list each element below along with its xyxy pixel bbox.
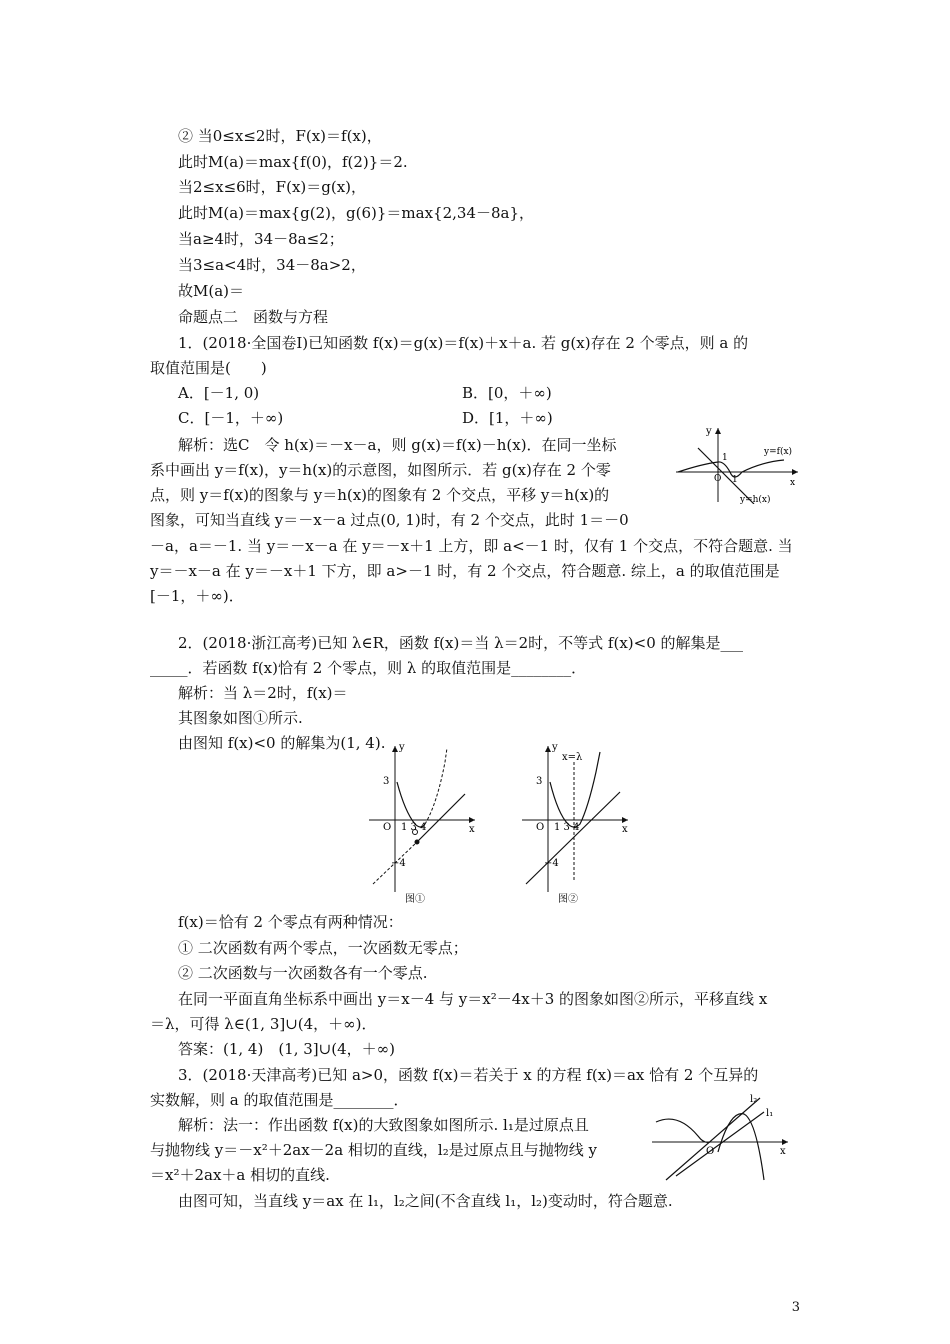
fig-label: x [780,1146,786,1157]
solution-line: 与抛物线 y＝－x²＋2ax－2a 相切的直线，l₂是过原点且与抛物线 y [150,1141,597,1159]
fig-label: l₂ [750,1094,758,1105]
figure-1 [365,742,480,907]
text-line: f(x)＝恰有 2 个零点有两种情况： [178,913,403,931]
fig-label: O [706,1146,715,1157]
problem-2: 2．(2018·浙江高考)已知 λ∈R，函数 f(x)＝当 λ＝2时，不等式 f(x)<0 的解集是___ [178,634,744,652]
figure-f-h [672,424,802,504]
fig-label: x [622,824,628,835]
solution-line: 解析：当 λ＝2时，f(x)＝ [178,684,348,702]
option-a: A．[－1, 0) [178,384,260,402]
solution-line: 由图知 f(x)<0 的解集为(1, 4). [178,734,386,752]
fig-label: 1 3 4 [401,822,427,833]
option-d: D．[1，＋∞) [462,409,553,427]
figure-caption: 图① [405,894,425,905]
text-line: ② 当0≤x≤2时，F(x)＝f(x)， [178,127,382,145]
text-line: 实数解，则 a 的取值范围是________． [150,1091,409,1109]
solution-line: [－1，＋∞)． [150,587,244,605]
fig-label: −4 [544,858,559,869]
solution-line: 系中画出 y＝f(x)，y＝h(x)的示意图，如图所示．若 g(x)存在 2 个零 [150,461,611,479]
text-line: 故M(a)＝ [178,282,245,300]
text-line: 此时M(a)＝max{g(2)，g(6)}＝max{2,34－8a}， [178,204,535,222]
fig-label: 3 [536,776,543,787]
text-line: 此时M(a)＝max{f(0)，f(2)}＝2. [178,153,408,171]
solution-line: 点，则 y＝f(x)的图象与 y＝h(x)的图象有 2 个交点，平移 y＝h(x)的 [150,486,610,504]
solution-line: ＝x²＋2ax＋a 相切的直线. [150,1166,330,1184]
text-line: ＝λ，可得 λ∈(1, 3]∪(4，＋∞)． [150,1015,377,1033]
fig-label: x [790,478,796,488]
fig-label: x=λ [562,752,583,763]
text-line: 当3≤a<4时，34－8a>2， [178,256,366,274]
text-line: 当a≥4时，34－8a≤2； [178,230,344,248]
figure-caption: 图② [558,894,578,905]
page-number: 3 [791,1300,800,1315]
text-line: ① 二次函数有两个零点，一次函数无零点； [178,939,468,957]
answer-line: 答案：(1, 4) (1, 3]∪(4，＋∞) [178,1040,395,1058]
problem-3: 3．(2018·天津高考)已知 a>0，函数 f(x)＝若关于 x 的方程 f(x)＝ax 恰有 2 个互异的 [178,1066,759,1084]
fig-label: y=h(x) [740,495,771,504]
text-line: 取值范围是( ) [150,359,267,377]
fig-label: O [383,822,392,833]
solution-line: 由图可知，当直线 y＝ax 在 l₁，l₂之间(不含直线 l₁，l₂)变动时，符合题意. [178,1192,673,1210]
option-c: C．[－1，＋∞) [178,409,284,427]
fig-label: −4 [391,858,406,869]
fig-label: y [552,742,558,753]
solution-line: 解析：选C 令 h(x)＝－x－a，则 g(x)＝f(x)－h(x)．在同一坐标 [178,436,617,454]
fig-label: x [469,824,475,835]
fig-label: O [536,822,545,833]
section-heading: 命题点二 函数与方程 [178,308,329,326]
solution-line: －a，a＝－1. 当 y＝－x－a 在 y＝－x＋1 上方，即 a<－1 时，仅有 1 个交点，不符合题意. 当 [150,537,793,555]
figure-3 [648,1090,793,1185]
text-line: ② 二次函数与一次函数各有一个零点. [178,964,428,982]
figure-2 [518,742,633,907]
fig-label: y=f(x) [764,447,793,457]
solution-line: 解析：法一：作出函数 f(x)的大致图象如图所示. l₁是过原点且 [178,1116,589,1134]
fig-label: 1 3 4 [554,822,580,833]
fig-label: O [714,474,722,484]
fig-label: 1 [722,453,728,463]
problem-1: 1．(2018·全国卷Ⅰ)已知函数 f(x)＝g(x)＝f(x)＋x＋a. 若 g(x)存在 2 个零点，则 a 的 [178,334,749,352]
fig-label: 3 [383,776,390,787]
solution-line: 其图象如图①所示. [178,709,303,727]
option-b: B．[0，＋∞) [462,384,552,402]
solution-line: 图象，可知当直线 y＝－x－a 过点(0, 1)时，有 2 个交点，此时 1＝－0 [150,511,629,529]
fig-label: y [399,742,405,753]
text-line: _____．若函数 f(x)恰有 2 个零点，则 λ 的取值范围是________． [150,659,587,677]
text-line: 在同一平面直角坐标系中画出 y＝x－4 与 y＝x²－4x＋3 的图象如图②所示，平移直线 x [178,990,768,1008]
fig-label: l₁ [766,1108,774,1119]
text-line: 当2≤x≤6时，F(x)＝g(x)， [178,178,367,196]
fig-label: 1 [732,475,738,485]
fig-label: y [706,426,712,437]
solution-line: y＝－x－a 在 y＝－x＋1 下方，即 a>－1 时，有 2 个交点，符合题意. 综上，a 的取值范围是 [150,562,780,580]
